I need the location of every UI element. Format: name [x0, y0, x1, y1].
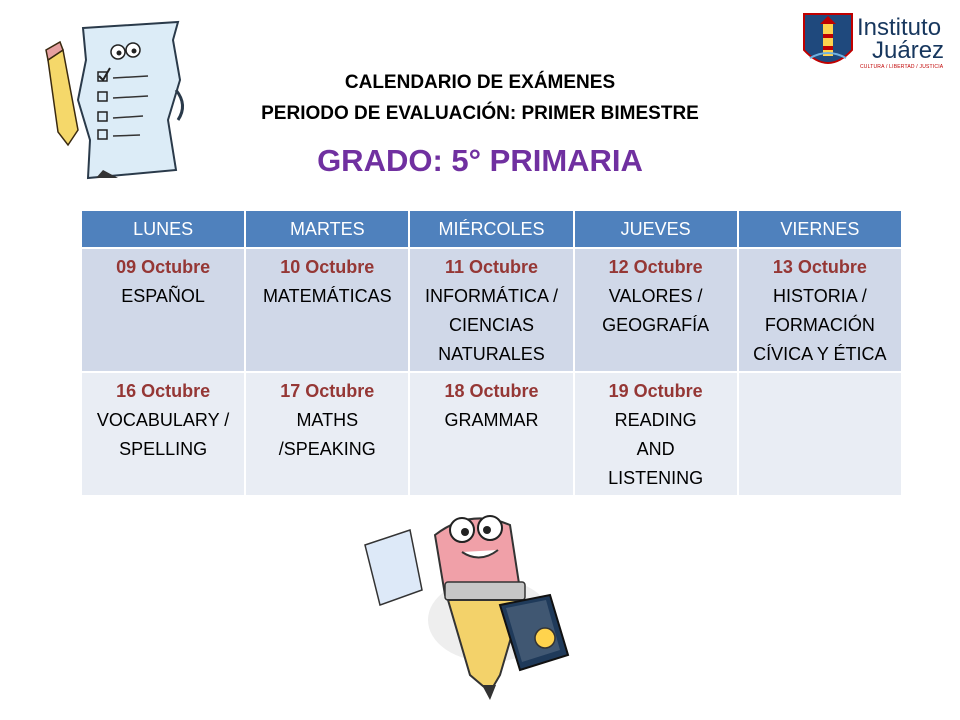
logo-tagline: CULTURA / LIBERTAD / JUSTICIA — [860, 64, 944, 70]
logo-text-line1: Instituto — [857, 14, 942, 41]
exam-subject: GRAMMAR — [444, 410, 539, 430]
exam-date: 12 Octubre — [608, 257, 703, 277]
exam-date: 10 Octubre — [280, 257, 375, 277]
exam-date: 17 Octubre — [280, 381, 375, 401]
exam-subject: VOCABULARY / SPELLING — [96, 410, 230, 459]
exam-subject: INFORMÁTICA / CIENCIAS NATURALES — [424, 286, 558, 364]
logo-text-line2: Juárez — [872, 37, 945, 64]
table-cell — [409, 248, 573, 372]
exam-date: 16 Octubre — [116, 381, 211, 401]
exam-date: 11 Octubre — [444, 257, 538, 277]
table-cell — [245, 248, 409, 372]
exam-calendar-table — [80, 209, 903, 497]
table-cell — [738, 248, 902, 372]
table-cell — [81, 372, 245, 496]
table-row — [81, 372, 902, 496]
page-subtitle: PERIODO DE EVALUACIÓN: PRIMER BIMESTRE — [261, 103, 699, 124]
exam-subject: HISTORIA / FORMACIÓN CÍVICA Y ÉTICA — [753, 286, 887, 364]
exam-subject: ESPAÑOL — [121, 286, 205, 306]
exam-subject: VALORES / GEOGRAFÍA — [602, 286, 710, 335]
table-cell — [574, 248, 738, 372]
lighthouse-shield-icon — [800, 10, 856, 76]
pencil-cartoon-with-books-icon — [350, 500, 610, 705]
table-cell — [409, 372, 573, 496]
column-header-tuesday: MARTES — [245, 210, 409, 248]
exam-subject: READING AND LISTENING — [608, 410, 704, 488]
table-header-row — [81, 210, 902, 248]
table-row — [81, 248, 902, 372]
exam-subject: MATHS /SPEAKING — [278, 410, 376, 459]
page-title: CALENDARIO DE EXÁMENES — [344, 72, 616, 93]
exam-date: 09 Octubre — [116, 257, 211, 277]
exam-subject: MATEMÁTICAS — [262, 286, 392, 306]
exam-date: 19 Octubre — [608, 381, 703, 401]
column-header-thursday: JUEVES — [574, 210, 738, 248]
column-header-monday: LUNES — [81, 210, 245, 248]
table-cell — [81, 248, 245, 372]
column-header-friday: VIERNES — [738, 210, 902, 248]
table-cell — [245, 372, 409, 496]
exam-date: 18 Octubre — [444, 381, 539, 401]
institute-logo — [800, 10, 950, 80]
column-header-wednesday: MIÉRCOLES — [409, 210, 573, 248]
table-cell — [574, 372, 738, 496]
grade-heading: GRADO: 5° PRIMARIA — [317, 143, 643, 178]
table-cell — [738, 372, 902, 496]
exam-date: 13 Octubre — [772, 257, 867, 277]
